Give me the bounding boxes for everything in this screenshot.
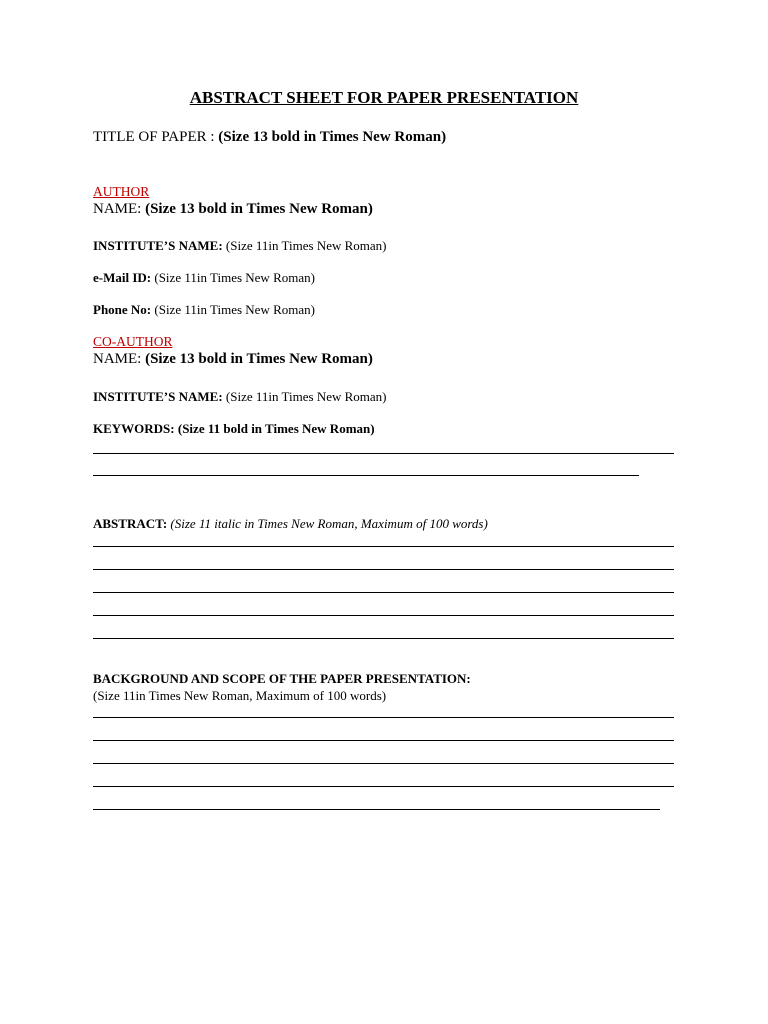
background-rule <box>93 809 660 810</box>
keywords-instruction: (Size 11 bold in Times New Roman) <box>177 421 375 436</box>
title-of-paper-label: TITLE OF PAPER : <box>93 129 219 145</box>
author-phone-instruction: (Size 11in Times New Roman) <box>154 302 315 317</box>
author-institute-line <box>93 239 387 252</box>
background-instruction: (Size 11in Times New Roman, Maximum of 100 words) <box>93 688 387 703</box>
author-institute-label: INSTITUTE’S NAME: <box>93 238 226 253</box>
abstract-instruction: (Size 11 italic in Times New Roman, Maximum of 100 words) <box>170 516 488 531</box>
abstract-label: ABSTRACT: <box>93 516 171 531</box>
author-heading: AUTHOR <box>93 184 150 199</box>
abstract-rule <box>93 615 674 616</box>
document-title: ABSTRACT SHEET FOR PAPER PRESENTATION <box>189 88 579 107</box>
keywords-rule <box>93 453 674 454</box>
background-rule <box>93 717 674 718</box>
title-of-paper-instruction: (Size 13 bold in Times New Roman) <box>218 129 447 145</box>
author-name-label: NAME: <box>93 201 146 217</box>
author-institute-instruction: (Size 11in Times New Roman) <box>225 238 387 253</box>
keywords-rule <box>93 475 639 476</box>
keywords-label: KEYWORDS: <box>93 421 178 436</box>
co-author-heading: CO-AUTHOR <box>93 334 173 349</box>
title-of-paper-line <box>93 130 446 145</box>
background-rule <box>93 740 674 741</box>
co-author-institute-label: INSTITUTE’S NAME: <box>93 389 226 404</box>
author-phone-line <box>93 303 315 316</box>
abstract-rule <box>93 592 674 593</box>
co-author-name-line <box>93 352 373 367</box>
background-rule <box>93 763 674 764</box>
background-rule <box>93 786 674 787</box>
author-email-label: e-Mail ID: <box>93 270 155 285</box>
author-phone-label: Phone No: <box>93 302 155 317</box>
abstract-rule <box>93 638 674 639</box>
abstract-rule <box>93 569 674 570</box>
co-author-institute-line <box>93 390 387 403</box>
abstract-rule <box>93 546 674 547</box>
co-author-name-instruction: (Size 13 bold in Times New Roman) <box>145 351 373 367</box>
author-name-line <box>93 202 373 217</box>
author-email-line <box>93 271 315 284</box>
abstract-line <box>93 517 488 530</box>
co-author-institute-instruction: (Size 11in Times New Roman) <box>225 389 387 404</box>
keywords-line <box>93 422 375 435</box>
author-email-instruction: (Size 11in Times New Roman) <box>154 270 315 285</box>
co-author-name-label: NAME: <box>93 351 146 367</box>
background-heading: BACKGROUND AND SCOPE OF THE PAPER PRESENTATION: <box>93 671 471 686</box>
author-name-instruction: (Size 13 bold in Times New Roman) <box>145 201 373 217</box>
